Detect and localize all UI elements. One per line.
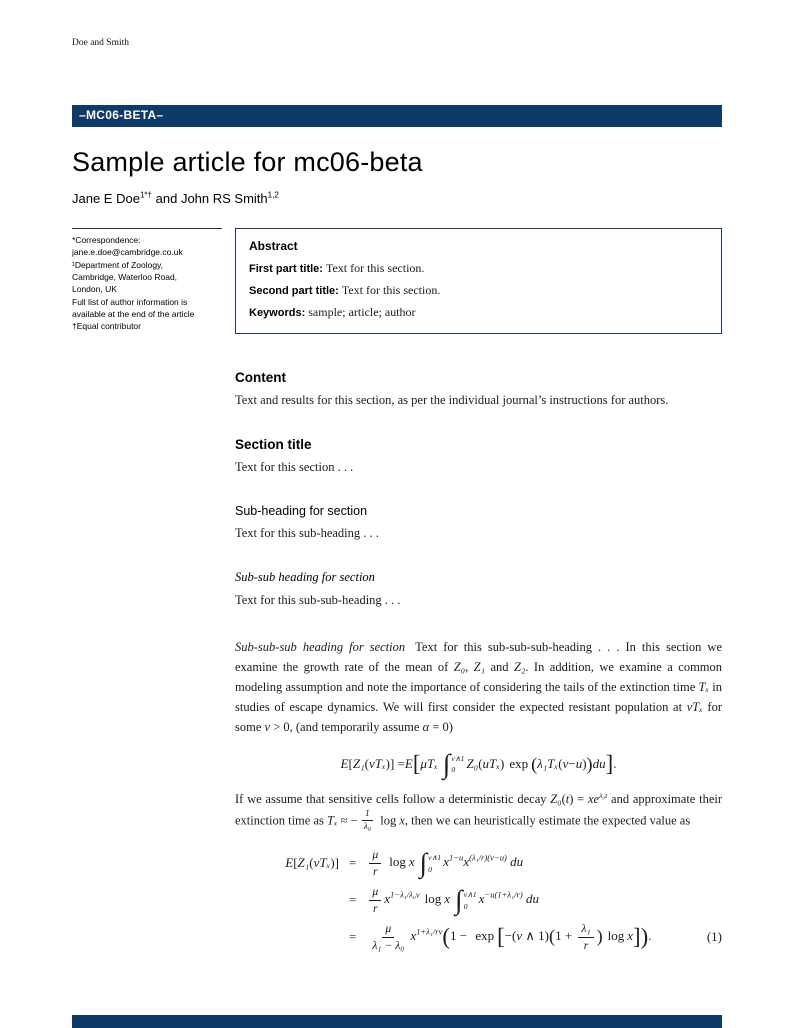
abstract-item-label: Keywords:: [249, 307, 306, 319]
article-title: Sample article for mc06-beta: [72, 147, 423, 177]
abstract-item-text: sample; article; author: [308, 305, 416, 319]
running-head: Doe and Smith: [72, 38, 129, 48]
display-equation: E [ Z₁ ( vTₓ )] = E [ μTₓ ∫ v∧1 0 Z₀ ( uTₓ ) exp ( λ₁Tₓ ( v − u ) ) du ] .: [340, 749, 617, 779]
paragraph-sub-sub: Text for this sub-sub-heading . . .: [235, 593, 401, 607]
margin-notes: [72, 228, 222, 333]
equation-row: [235, 920, 722, 954]
abstract-heading: Abstract: [249, 239, 298, 253]
paragraph-section: Text for this section . . .: [235, 460, 354, 474]
correspondence-email: jane.e.doe@cambridge.co.uk: [72, 247, 183, 258]
section-heading-title: Section title: [235, 437, 312, 452]
footer-bar: [72, 1015, 722, 1028]
equation-rhs: $\frac{\mu}{r}$ $x^{1-\lambda_1/\lambda_0v}$ log x ∫ v∧1 0 $x^{-u(1+\lambda_1/r)}$ du: [366, 885, 539, 915]
author-info-note: available at the end of the article: [72, 308, 195, 319]
equation-row: [235, 883, 722, 917]
equation-number: (1): [706, 929, 722, 945]
equation-array: [235, 846, 722, 954]
abstract-item-text: Text for this section.: [325, 261, 425, 275]
paragraph-estimate: If we assume that sensitive cells follow a deterministic decay $Z_0(t) = xe^{\lambda_0t}$ and approximate their extinction time as Tₓ ≈ − $\frac{1}{\text{λ₀}}$ log x, then we can heuristically estimate the expected value as: [235, 790, 722, 833]
sub-sub-sub-heading: Sub-sub-sub heading for section: [235, 640, 406, 654]
abstract-item-label: Second part title:: [249, 285, 339, 297]
paragraph-content: Text and results for this section, as per the individual journal’s instructions for authors.: [235, 393, 669, 407]
correspondence-label: *Correspondence:: [72, 235, 141, 245]
paragraph-sub-sub-sub-text: Text for this sub-sub-sub-heading . . . In this section we examine the growth rate of the mean of Z₀, Z₁ and Z₂. In addition, we examine a common modeling assumption and note the importance of considering the tails of the extinction time Tₓ in studies of escape dynamics. We will first consider the expected resistant population at vTₓ for some v > 0, (and temporarily assume α = 0): [235, 640, 723, 734]
equals-sign: =: [349, 892, 357, 908]
banner-label: –MC06-BETA–: [79, 108, 164, 122]
author-info-note: Full list of author information is: [72, 296, 188, 307]
equation-rhs: $\frac{\mu}{r}$ log x ∫ v∧1 0 $x^{1-u}x^{(\lambda_1/r)(v-u)}$ du: [366, 848, 523, 878]
sub-sub-heading: Sub-sub heading for section: [235, 570, 375, 584]
journal-banner: [72, 105, 722, 127]
main-content: [235, 370, 722, 954]
abstract-item-text: Text for this section.: [341, 283, 441, 297]
section-heading-content: Content: [235, 370, 286, 385]
abstract-item-label: First part title:: [249, 263, 323, 275]
abstract-row: [72, 228, 722, 334]
equal-contributor-note: †Equal contributor: [72, 321, 141, 332]
equation-rhs: $\frac{\mu}{\text{λ₁ − λ₀}}$ $x^{1+\lambda_1/rv}(1 - \exp [-(v$ ∧ 1)(1 + $\frac{\text{λ₁}}{r}$ ) log x]).: [372, 922, 652, 952]
abstract-item: [249, 261, 708, 276]
equation-row: [235, 846, 722, 880]
paragraph-sub: Text for this sub-heading . . .: [235, 526, 379, 540]
equals-sign: =: [349, 929, 357, 945]
affiliation-line: ¹Department of Zoology,: [72, 259, 164, 270]
sub-heading: Sub-heading for section: [235, 504, 368, 518]
authors-line: Jane E Doe$^{1*\dagger}$ and John RS Smith$^{1,2}$: [72, 190, 279, 206]
affiliation-line: Cambridge, Waterloo Road,: [72, 271, 178, 282]
equation-lhs: E[Z₁(vTₓ)]: [285, 855, 339, 871]
paragraph-sub-sub-sub: [235, 637, 722, 737]
abstract-box: [235, 228, 722, 334]
abstract-item: [249, 283, 708, 298]
abstract-item: [249, 305, 708, 320]
affiliation-line: London, UK: [72, 284, 117, 295]
equals-sign: =: [349, 855, 357, 871]
